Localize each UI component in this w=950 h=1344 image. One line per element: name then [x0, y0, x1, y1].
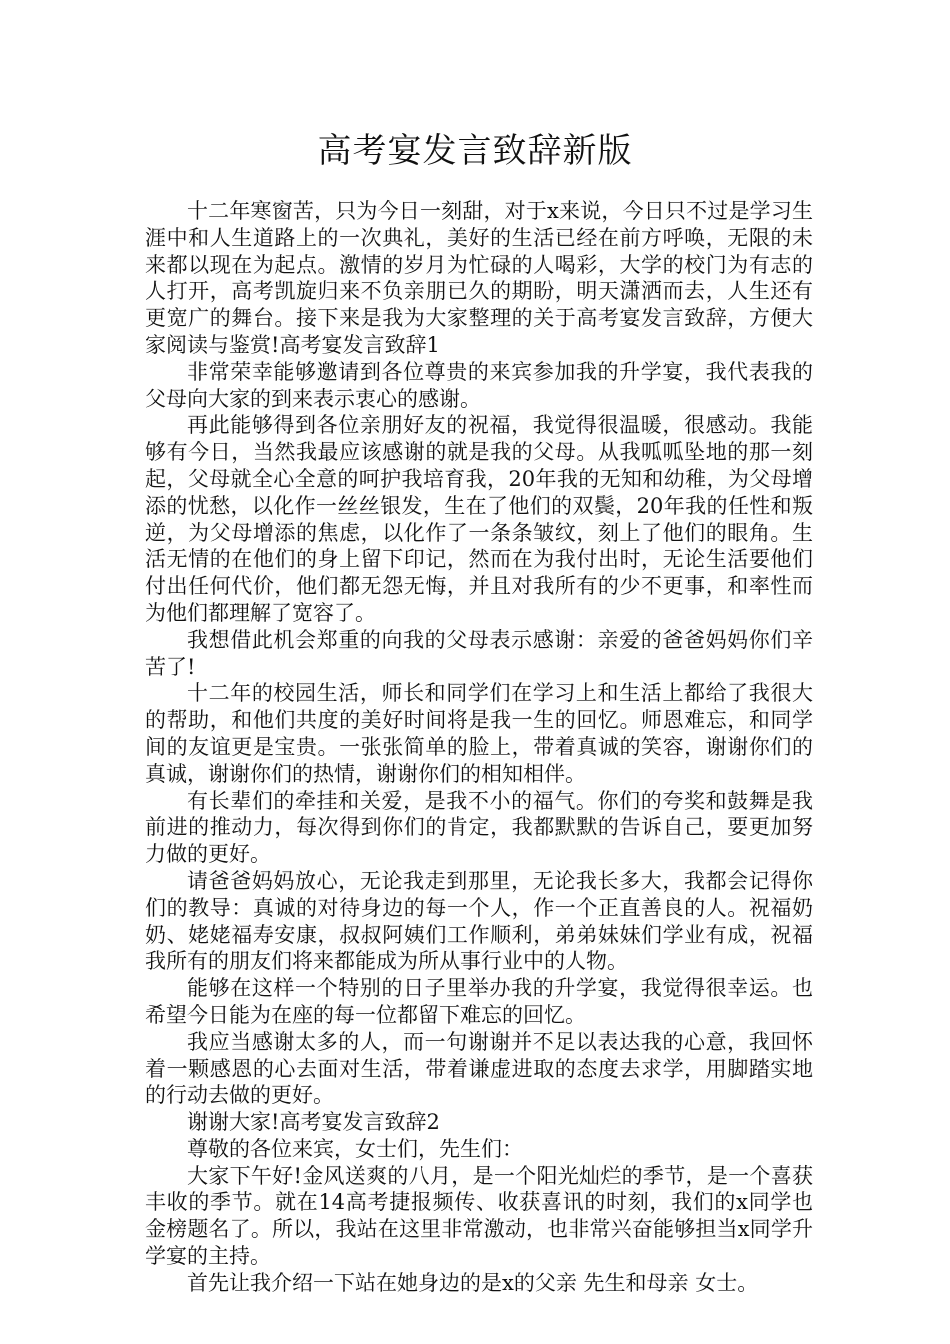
document-title: 高考宴发言致辞新版 — [317, 131, 633, 171]
paragraph: 谢谢大家!高考宴发言致辞2 — [187, 1110, 440, 1135]
paragraph: 能够在这样一个特别的日子里举办我的升学宴，我觉得很幸运。也希望今日能为在座的每一位都留下难忘的回忆。 — [145, 976, 813, 1027]
paragraph: 我应当感谢太多的人，而一句谢谢并不足以表达我的心意，我回怀着一颗感恩的心去面对生活，带着谦虚进取的态度去求学，用脚踏实地的行动去做的更好。 — [145, 1029, 813, 1108]
paragraph: 十二年寒窗苦，只为今日一刻甜，对于x来说，今日只不过是学习生涯中和人生道路上的一次典礼，美好的生活已经在前方呼唤，无限的未来都以现在为起点。激情的岁月为忙碌的人喝彩，大学的校门为有志的人打开，高考凯旋归来不负亲朋已久的期盼，明天潇洒而去，人生还有更宽广的舞台。接下来是我为大家整理的关于高考宴发言致辞，方便大家阅读与鉴赏!高考宴发言致辞1 — [145, 199, 813, 357]
paragraph: 再此能够得到各位亲朋好友的祝福，我觉得很温暖，很感动。我能够有今日，当然我最应该感谢的就是我的父母。从我呱呱坠地的那一刻起，父母就全心全意的呵护我培育我，20年我的无知和幼稚，为父母增添的忧愁，以化作一丝丝银发，生在了他们的双鬓，20年我的任性和叛逆，为父母增添的焦虑，以化作了一条条皱纹，刻上了他们的眼角。生活无情的在他们的身上留下印记，然而在为我付出时，无论生活要他们付出任何代价，他们都无怨无悔，并且对我所有的少不更事，和率性而为他们都理解了宽容了。 — [145, 413, 813, 625]
paragraph: 十二年的校园生活，师长和同学们在学习上和生活上都给了我很大的帮助，和他们共度的美好时间将是我一生的回忆。师恩难忘，和同学间的友谊更是宝贵。一张张简单的脸上，带着真诚的笑容，谢谢你们的真诚，谢谢你们的热情，谢谢你们的相知相伴。 — [145, 681, 813, 786]
paragraph: 尊敬的各位来宾，女士们，先生们： — [187, 1136, 523, 1161]
paragraph: 有长辈们的牵挂和关爱，是我不小的福气。你们的夸奖和鼓舞是我前进的推动力，每次得到你们的肯定，我都默默的告诉自己，要更加努力做的更好。 — [145, 788, 813, 867]
document-body — [145, 198, 813, 1297]
paragraph: 大家下午好!金风送爽的八月，是一个阳光灿烂的季节，是一个喜获丰收的季节。就在14高考捷报频传、收获喜讯的时刻，我们的x同学也金榜题名了。所以，我站在这里非常激动，也非常兴奋能够担当x同学升学宴的主持。 — [145, 1163, 813, 1269]
paragraph: 首先让我介绍一下站在她身边的是x的父亲 先生和母亲 女士。 — [187, 1270, 759, 1295]
paragraph: 请爸爸妈妈放心，无论我走到那里，无论我长多大，我都会记得你们的教导：真诚的对待身边的每一个人，作一个正直善良的人。祝福奶奶、姥姥福寿安康，叔叔阿姨们工作顺利，弟弟妹妹们学业有成，祝福我所有的朋友们将来都能成为所从事行业中的人物。 — [145, 868, 813, 974]
paragraph: 非常荣幸能够邀请到各位尊贵的来宾参加我的升学宴，我代表我的父母向大家的到来表示衷心的感谢。 — [145, 359, 813, 411]
paragraph: 我想借此机会郑重的向我的父母表示感谢：亲爱的爸爸妈妈你们辛苦了! — [145, 627, 813, 679]
